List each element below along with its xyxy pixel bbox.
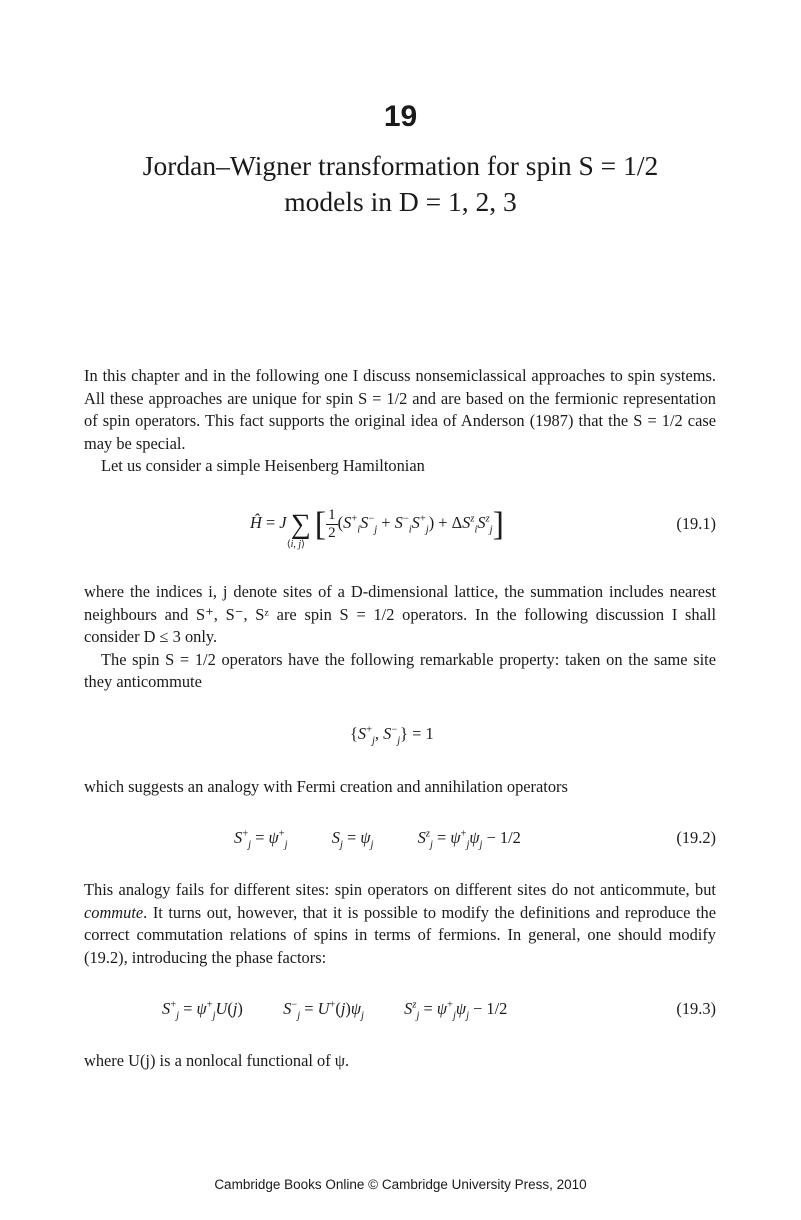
chapter-number: 19 xyxy=(383,100,418,133)
chapter-title-line2: models in D = 1, 2, 3 xyxy=(284,186,517,217)
hamiltonian-formula: Ĥ = J ∑ ⟨i, j⟩ [ $\frac{1}{2}$ $(S^+_iS^-_j + S^-_iS^+_j) + \Delta S^z_iS^z_j$] xyxy=(250,506,504,550)
paragraph-hamiltonian-intro: Let us consider a simple Heisenberg Hamiltonian xyxy=(101,456,425,476)
paragraph-fermi: which suggests an analogy with Fermi creation and annihilation operators xyxy=(84,777,568,796)
equation-19-2 xyxy=(84,828,716,868)
commute-emphasis: commute xyxy=(84,902,144,922)
equation-number: (19.1) xyxy=(676,514,716,533)
equation-19-3 xyxy=(84,999,716,1039)
anticommutator-equation xyxy=(84,724,716,764)
paragraph-phase-factors xyxy=(84,879,716,969)
paragraph-nonlocal: where U(j) is a nonlocal functional of ψ. xyxy=(84,1051,350,1070)
phase-factor-text xyxy=(84,879,716,969)
fermi-mapping-formula: $S^+_j = \psi^+_j$ $S_j = \psi_j$ $S^z_j = \psi^+_j\psi_j - 1/2$ xyxy=(234,828,521,851)
equation-19-1 xyxy=(84,506,716,550)
chapter-title xyxy=(60,148,741,220)
equation-number: (19.3) xyxy=(676,999,716,1018)
fermi-analogy-text xyxy=(84,776,716,799)
paragraph-intro: In this chapter and in the following one I discuss nonsemiclassical approaches to spin systems. All these approaches are unique for spin S = 1/2 and are based on the fermionic representation of spin operators. This fact supports the original idea of Anderson (1987) that the S = 1/2 case may be special. xyxy=(84,366,716,453)
chapter-title-line1: Jordan–Wigner transformation for spin S = 1/2 xyxy=(142,150,659,181)
anticommutator-formula: {$S^+_j$, $S^-_j\} = 1$ xyxy=(350,724,434,747)
phase-text-start: This analogy fails for different sites: spin operators on different sites do not anticommute, but xyxy=(84,880,716,899)
intro-text xyxy=(84,365,716,478)
phase-mapping-formula: $S^+_j = \psi^+_jU(j) S^-_j = U^+(j)\psi_j$ $S^z_j = \psi^+_j\psi_j - 1/2$ xyxy=(162,999,508,1022)
lattice-text xyxy=(84,581,716,694)
phase-text-end: . It turns out, however, that it is possible to modify the definitions and reproduce the correct commutation relations of spins in terms of fermions. In general, one should modify (19.2), introducing the phase factors: xyxy=(84,902,716,967)
paragraph-anticommute: The spin S = 1/2 operators have the following remarkable property: taken on the same site they anticommute xyxy=(84,649,716,692)
copyright-footer: Cambridge Books Online © Cambridge University Press, 2010 xyxy=(214,1177,587,1192)
paragraph-lattice: where the indices i, j denote sites of a D-dimensional lattice, the summation includes nearest neighbours and S⁺, S⁻, Sᶻ are spin S = 1/2 operators. In the following discussion I shall consider D ≤ 3 only. xyxy=(84,582,716,647)
equation-number: (19.2) xyxy=(676,828,716,847)
closing-text xyxy=(84,1050,716,1073)
